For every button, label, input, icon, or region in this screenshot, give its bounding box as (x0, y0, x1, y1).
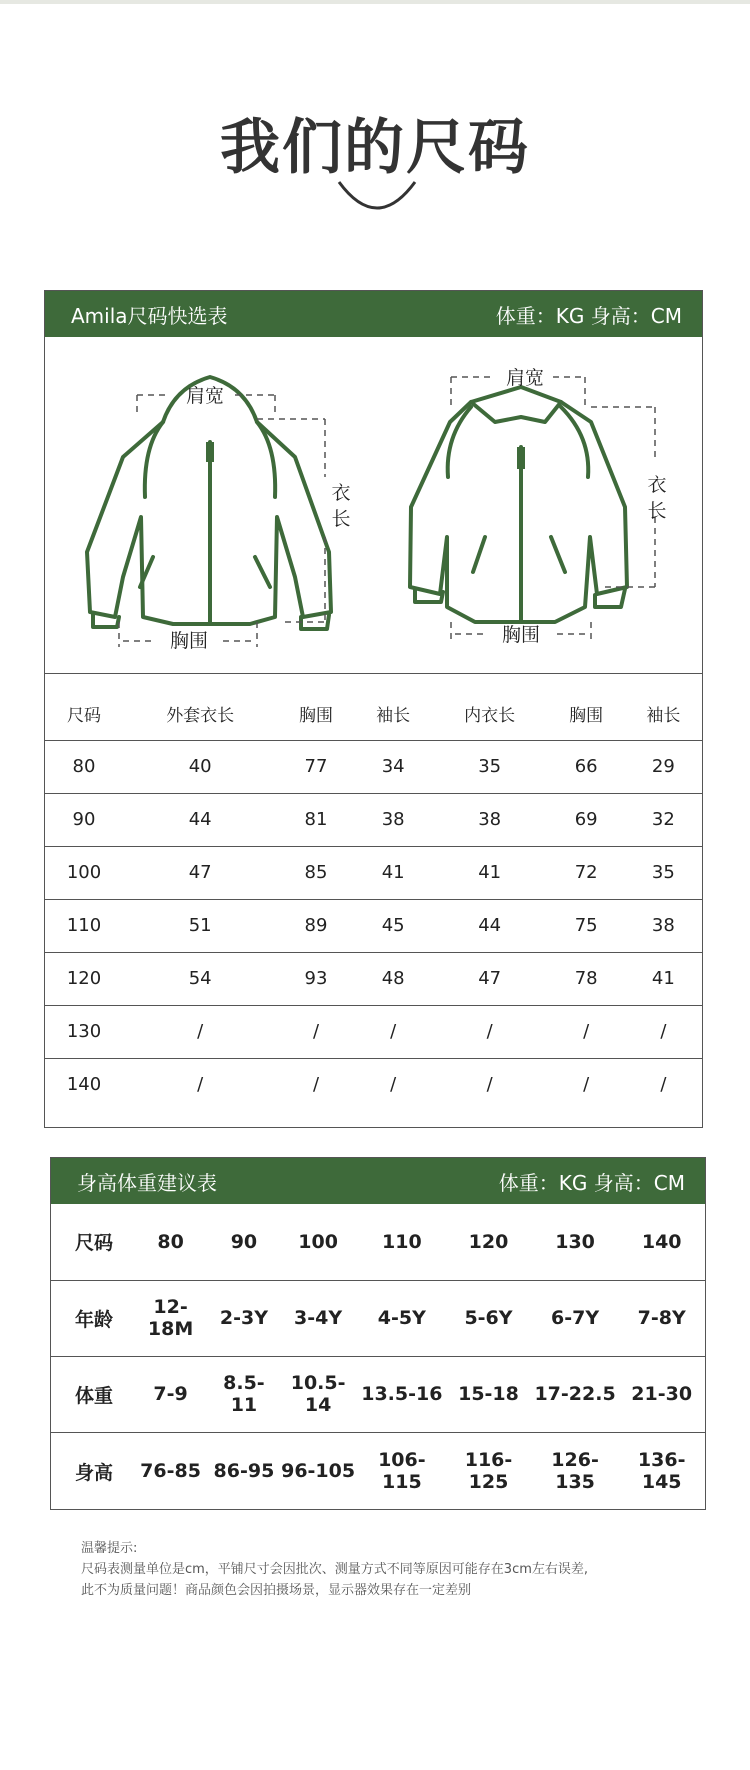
table-cell: / (277, 1005, 354, 1058)
garment-diagram (45, 337, 702, 674)
jacket-illustration-right (410, 387, 627, 622)
table-row (45, 952, 702, 1005)
length-label-left-1: 衣 (331, 483, 351, 504)
table-cell: / (432, 1005, 548, 1058)
table-cell: 78 (548, 952, 625, 1005)
table-cell: 126-135 (551, 1449, 599, 1494)
table-cell: 89 (277, 899, 354, 952)
table-cell: 7-9 (131, 1356, 210, 1432)
table-cell: 47 (432, 952, 548, 1005)
row-label: 年龄 (51, 1280, 131, 1356)
table-cell: 80 (45, 740, 123, 793)
table-cell: 41 (355, 846, 432, 899)
tips-heading: 温馨提示: (81, 1541, 138, 1556)
table-row (45, 899, 702, 952)
table-cell: 29 (625, 740, 702, 793)
table-cell: 35 (432, 740, 548, 793)
table-cell: 10.5-14 (278, 1356, 359, 1432)
table-cell: 21-30 (618, 1356, 705, 1432)
table-cell: / (123, 1005, 277, 1058)
table-cell: / (548, 1005, 625, 1058)
zipper-pull-right (517, 447, 525, 469)
table-row (45, 1005, 702, 1058)
table-cell: 81 (277, 793, 354, 846)
table-cell: 69 (548, 793, 625, 846)
header-cell: 胸围 (277, 674, 354, 740)
top-divider (0, 0, 750, 4)
table-cell: 110 (359, 1204, 446, 1280)
table-cell: 13.5-16 (359, 1356, 446, 1432)
table-cell: 40 (123, 740, 277, 793)
table-cell: 38 (355, 793, 432, 846)
length-label-right-2: 长 (647, 501, 667, 522)
table-cell: 120 (45, 952, 123, 1005)
table-cell: 90 (45, 793, 123, 846)
table-row (51, 1432, 705, 1510)
table-cell: 51 (123, 899, 277, 952)
table-cell: 41 (432, 846, 548, 899)
header-cell: 袖长 (355, 674, 432, 740)
page-title: 我们的尺码 (220, 113, 530, 183)
table-cell: 93 (277, 952, 354, 1005)
table-header-row (45, 674, 702, 740)
table-cell: 75 (548, 899, 625, 952)
table-cell: / (486, 1074, 493, 1096)
row-label: 尺码 (51, 1204, 131, 1280)
table-cell: 85 (277, 846, 354, 899)
table-row (51, 1356, 705, 1432)
table-cell: 110 (45, 899, 123, 952)
table-cell: 130 (45, 1005, 123, 1058)
table-cell: 44 (123, 793, 277, 846)
tips-block (81, 1538, 588, 1601)
table-cell: 2-3Y (210, 1280, 278, 1356)
chest-label-right: 胸围 (501, 625, 541, 646)
table-cell: 15-18 (445, 1356, 532, 1432)
quick-size-header (45, 291, 702, 337)
quick-size-panel (44, 290, 703, 1128)
table-cell: 140 (66, 1074, 102, 1096)
table-cell: / (197, 1074, 204, 1096)
jacket-illustration-left (87, 377, 331, 629)
table-cell: 130 (532, 1204, 619, 1280)
tips-line-1: 尺码表测量单位是cm，平铺尺寸会因批次、测量方式不同等原因可能存在3cm左右误差, (81, 1562, 589, 1577)
chest-label-left: 胸围 (169, 631, 209, 652)
table-cell: 106-115 (378, 1449, 426, 1494)
zipper-pull-left (206, 442, 214, 462)
table-cell: / (390, 1074, 397, 1096)
header-cell: 尺码 (45, 674, 123, 740)
table-cell: 12-18M (131, 1280, 210, 1356)
table-cell: 72 (548, 846, 625, 899)
table-row (45, 1058, 702, 1111)
table-cell: 32 (625, 793, 702, 846)
table-cell: 4-5Y (359, 1280, 446, 1356)
table-cell: 34 (355, 740, 432, 793)
table-cell: 38 (625, 899, 702, 952)
table-cell: / (312, 1074, 320, 1096)
suggest-size-panel (50, 1157, 706, 1510)
table-cell: 54 (123, 952, 277, 1005)
table-cell: 17-22.5 (532, 1356, 619, 1432)
table-cell: 140 (618, 1204, 705, 1280)
table-cell: 44 (432, 899, 548, 952)
table-cell: 3-4Y (278, 1280, 359, 1356)
smile-decoration (335, 178, 419, 222)
table-cell: 120 (445, 1204, 532, 1280)
table-cell: 100 (278, 1204, 359, 1280)
header-cell: 胸围 (548, 674, 625, 740)
table-cell: / (625, 1005, 702, 1058)
table-cell: 77 (277, 740, 354, 793)
suggest-size-header (51, 1158, 705, 1204)
table-cell: 38 (432, 793, 548, 846)
table-cell: 7-8Y (618, 1280, 705, 1356)
table-cell: / (355, 1005, 432, 1058)
table-row (45, 846, 702, 899)
header-cell: 外套衣长 (123, 674, 277, 740)
shoulder-label-left: 肩宽 (185, 386, 225, 407)
table-cell: 116-125 (464, 1449, 513, 1494)
header-cell: 内衣长 (432, 674, 548, 740)
table-row (51, 1280, 705, 1356)
table-cell: 47 (123, 846, 277, 899)
table-cell: 41 (625, 952, 702, 1005)
row-label: 体重 (51, 1356, 131, 1432)
table-cell: 80 (131, 1204, 210, 1280)
table-cell: 8.5-11 (210, 1356, 278, 1432)
suggest-size-title: 身高体重建议表 (77, 1170, 217, 1195)
table-cell: 136-145 (637, 1449, 686, 1494)
table-cell: / (660, 1074, 667, 1096)
shoulder-label-right: 肩宽 (505, 368, 545, 389)
quick-size-table (45, 674, 702, 1111)
table-cell: / (583, 1074, 590, 1096)
quick-size-units: 体重：KG 身高：CM (495, 303, 682, 328)
table-cell: 76-85 (140, 1460, 201, 1483)
table-cell: 5-6Y (445, 1280, 532, 1356)
table-cell: 86-95 (213, 1460, 275, 1483)
table-cell: 48 (355, 952, 432, 1005)
table-row (45, 793, 702, 846)
table-cell: 45 (355, 899, 432, 952)
row-label: 身高 (75, 1461, 114, 1484)
table-cell: 6-7Y (532, 1280, 619, 1356)
quick-size-title: Amila尺码快选表 (71, 303, 228, 328)
suggest-size-units: 体重：KG 身高：CM (498, 1170, 685, 1195)
table-cell: 100 (45, 846, 123, 899)
header-cell: 袖长 (625, 674, 702, 740)
table-cell: 90 (210, 1204, 278, 1280)
table-row (51, 1204, 705, 1280)
suggest-size-table (51, 1204, 705, 1510)
table-cell: 35 (625, 846, 702, 899)
table-row (45, 740, 702, 793)
table-cell: 96-105 (281, 1460, 356, 1483)
tips-line-2: 此不为质量问题！商品颜色会因拍摄场景，显示器效果存在一定差别 (81, 1583, 472, 1598)
length-label-right-1: 衣 (647, 475, 667, 496)
table-cell: 66 (548, 740, 625, 793)
length-label-left-2: 长 (331, 509, 351, 530)
